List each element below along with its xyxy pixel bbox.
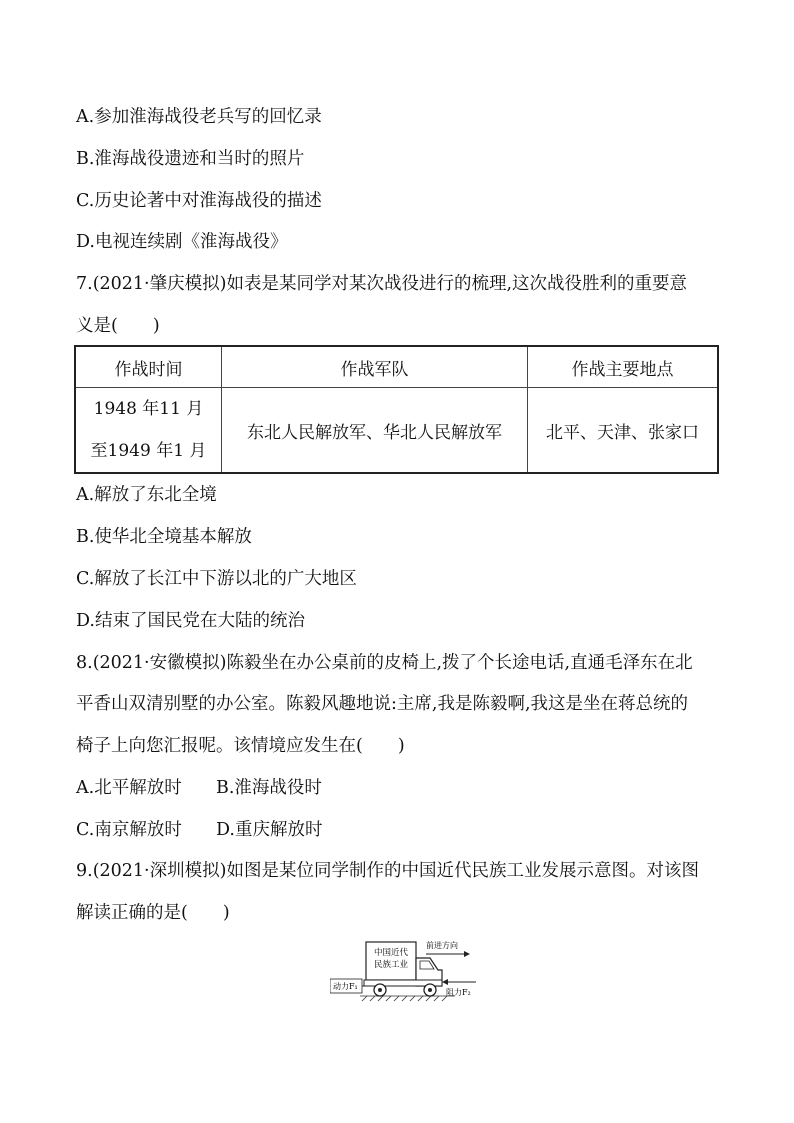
q8-option-a: A.北平解放时 <box>76 778 182 798</box>
front-wheel-hub <box>428 988 432 992</box>
resistance-label: 阻力F₂ <box>446 988 471 997</box>
q8-stem-line1: 8.(2021·安徽模拟)陈毅坐在办公桌前的皮椅上,拨了个长途电话,直通毛泽东在北 <box>76 653 693 673</box>
q6-option-c: C.历史论著中对淮海战役的描述 <box>76 191 322 211</box>
force-label: 动力F₁ <box>333 982 358 991</box>
q8-option-d: D.重庆解放时 <box>216 820 323 840</box>
q8-stem-line3: 椅子上向您汇报呢。该情境应发生在( ) <box>76 736 405 756</box>
table-header-row <box>75 346 718 388</box>
q8-option-c: C.南京解放时 <box>76 820 182 840</box>
time-end: 至1949 年1 月 <box>90 441 207 461</box>
time-start: 1948 年11 月 <box>93 399 204 419</box>
q8-option-b: B.淮海战役时 <box>216 778 322 798</box>
direction-label: 前进方向 <box>426 941 458 950</box>
cargo-label-line2: 民族工业 <box>373 960 409 970</box>
q6-option-b: B.淮海战役遗迹和当时的照片 <box>76 149 305 169</box>
q7-option-d: D.结束了国民党在大陆的统治 <box>76 611 305 631</box>
q7-stem-line2: 义是( ) <box>76 316 160 336</box>
q7-option-a: A.解放了东北全境 <box>76 485 217 505</box>
table-header-location: 作战主要地点 <box>528 346 719 388</box>
resistance-arrowhead <box>442 979 448 985</box>
q8-stem-line2: 平香山双清别墅的办公室。陈毅风趣地说:主席,我是陈毅啊,我这是坐在蒋总统的 <box>76 694 689 714</box>
table-cell-time <box>75 388 222 474</box>
q6-option-d: D.电视连续剧《淮海战役》 <box>76 232 288 252</box>
table-row <box>75 388 718 474</box>
truck-force-diagram <box>330 938 490 1004</box>
table-header-army: 作战军队 <box>222 346 528 388</box>
rear-wheel-hub <box>378 988 382 992</box>
table-cell-army: 东北人民解放军、华北人民解放军 <box>222 388 528 474</box>
q9-stem-line2: 解读正确的是( ) <box>76 903 230 923</box>
ground <box>360 996 455 1001</box>
q6-option-a: A.参加淮海战役老兵写的回忆录 <box>76 107 322 127</box>
q7-option-c: C.解放了长江中下游以北的广大地区 <box>76 569 357 589</box>
table-cell-location: 北平、天津、张家口 <box>528 388 719 474</box>
battle-table <box>74 345 719 474</box>
direction-arrowhead <box>464 951 470 957</box>
cargo-label-line1: 中国近代 <box>373 948 409 958</box>
q9-stem-line1: 9.(2021·深圳模拟)如图是某位同学制作的中国近代民族工业发展示意图。对该图 <box>76 861 699 881</box>
table-header-time: 作战时间 <box>75 346 222 388</box>
q7-stem-line1: 7.(2021·肇庆模拟)如表是某同学对某次战役进行的梳理,这次战役胜利的重要意 <box>76 274 688 294</box>
q7-option-b: B.使华北全境基本解放 <box>76 527 252 547</box>
